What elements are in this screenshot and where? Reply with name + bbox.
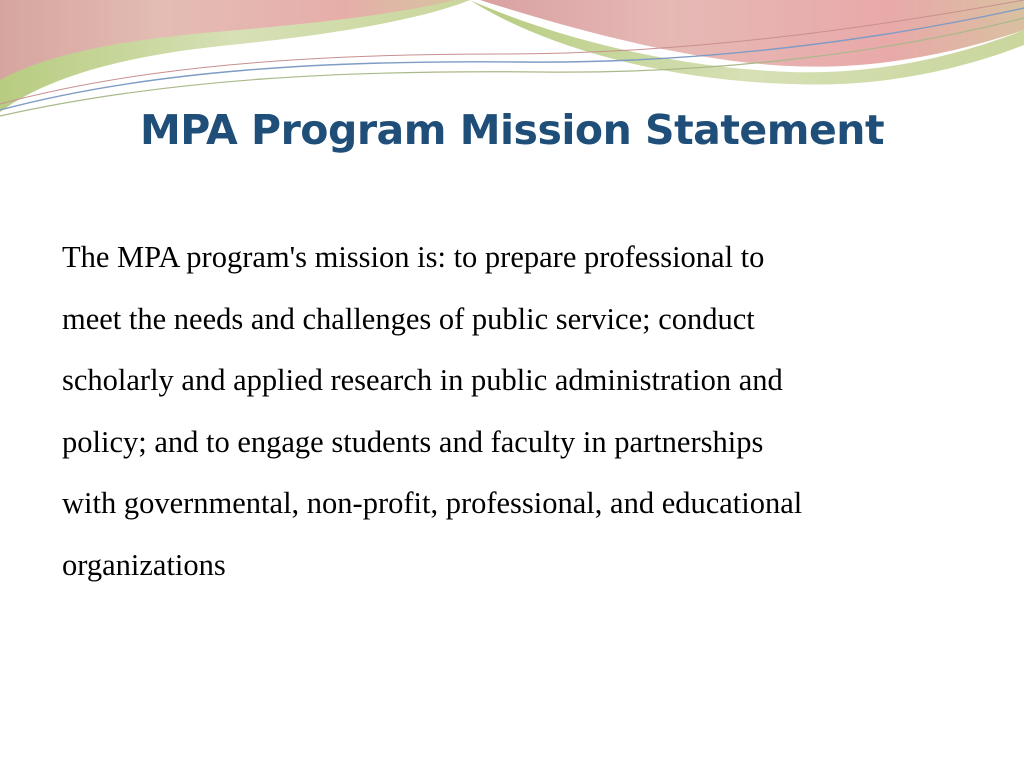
mission-statement-text — [62, 227, 982, 596]
mission-line-3: scholarly and applied research in public administration and — [62, 363, 783, 397]
mission-line-1: The MPA program's mission is: to prepare professional to — [62, 240, 765, 274]
mission-line-6: organizations — [62, 547, 226, 582]
mission-line-5: with governmental, non-profit, professional, and educational — [62, 486, 803, 520]
slide-title: MPA Program Mission Statement — [139, 106, 885, 154]
mission-line-2: meet the needs and challenges of public service; conduct — [62, 301, 755, 336]
mission-line-4: policy; and to engage students and faculty in partnerships — [62, 424, 764, 459]
